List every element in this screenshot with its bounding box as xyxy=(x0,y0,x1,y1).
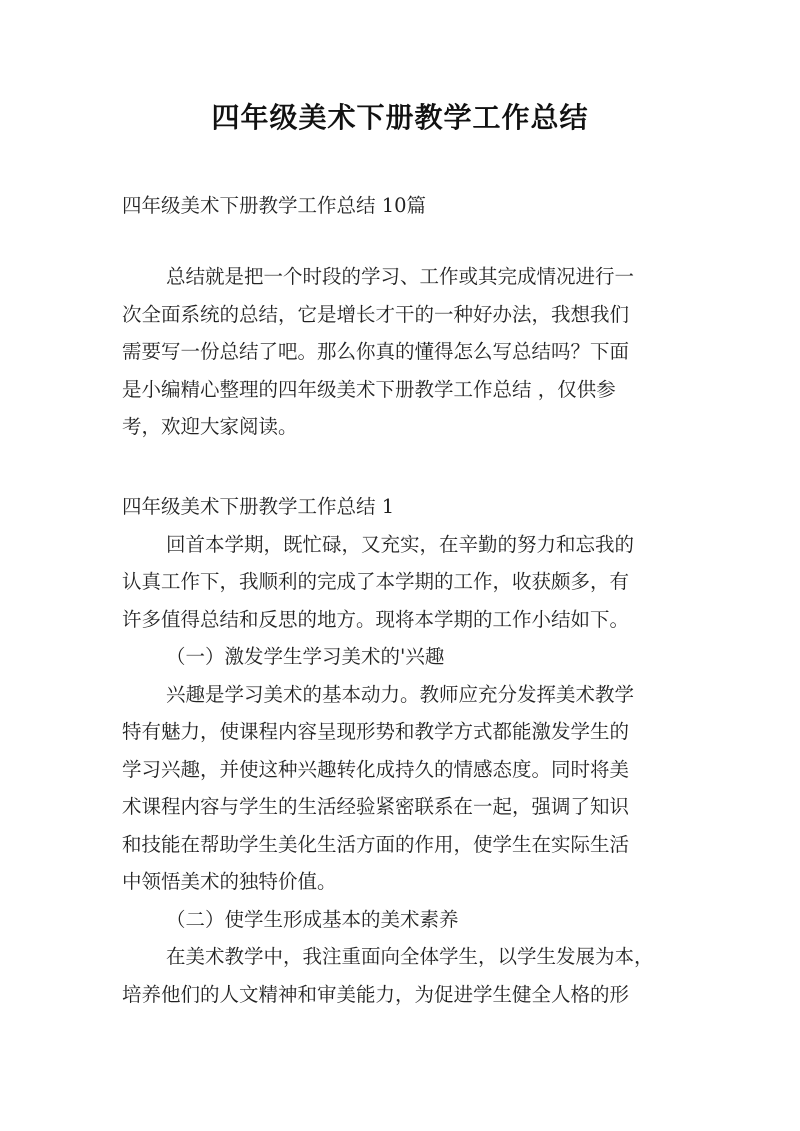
paragraph-line: 术课程内容与学生的生活经验紧密联系在一起，强调了知识 xyxy=(122,795,630,818)
paragraph-line: 兴趣是学习美术的基本动力。教师应充分发挥美术教学 xyxy=(166,682,635,706)
paragraph-line: 和技能在帮助学生美化生活方面的作用，使学生在实际生活 xyxy=(122,832,630,856)
paragraph-line: 在美术教学中，我注重面向全体学生，以学生发展为本， xyxy=(166,945,654,968)
paragraph-line: 学习兴趣，并使这种兴趣转化成持久的情感态度。同时将美 xyxy=(122,757,630,781)
document-subtitle-block xyxy=(122,187,684,225)
section-heading: 四年级美术下册教学工作总结 1 xyxy=(122,495,395,518)
intro-line: 考，欢迎大家阅读。 xyxy=(122,415,298,438)
paragraph-line: 许多值得总结和反思的地方。现将本学期的工作小结如下。 xyxy=(122,607,630,631)
intro-line: 需要写一份总结了吧。那么你真的懂得怎么写总结吗？下面 xyxy=(122,340,630,363)
document-title: 四年级美术下册教学工作总结 xyxy=(211,101,589,134)
paragraph-line: 回首本学期，既忙碌，又充实，在辛勤的努力和忘我的 xyxy=(166,532,635,556)
document-subtitle: 四年级美术下册教学工作总结 10篇 xyxy=(122,194,427,217)
intro-paragraph xyxy=(122,258,684,446)
intro-line: 总结就是把一个时段的学习、工作或其完成情况进行一 xyxy=(166,265,635,288)
paragraph-line: 特有魅力，使课程内容呈现形势和教学方式都能激发学生的 xyxy=(122,720,630,743)
intro-line: 次全面系统的总结，它是增长才干的一种好办法，我想我们 xyxy=(122,302,630,326)
subheading-1: （一）激发学生学习美术的'兴趣 xyxy=(166,645,445,668)
intro-line: 是小编精心整理的四年级美术下册教学工作总结 ，仅供参 xyxy=(122,377,616,401)
section-1 xyxy=(122,488,684,1013)
paragraph-line: 中领悟美术的独特价值。 xyxy=(122,870,337,893)
paragraph-line: 认真工作下，我顺利的完成了本学期的工作，收获颇多，有 xyxy=(122,570,630,593)
paragraph-line: 培养他们的人文精神和审美能力，为促进学生健全人格的形 xyxy=(122,982,630,1006)
subheading-2: （二）使学生形成基本的美术素养 xyxy=(166,907,459,931)
